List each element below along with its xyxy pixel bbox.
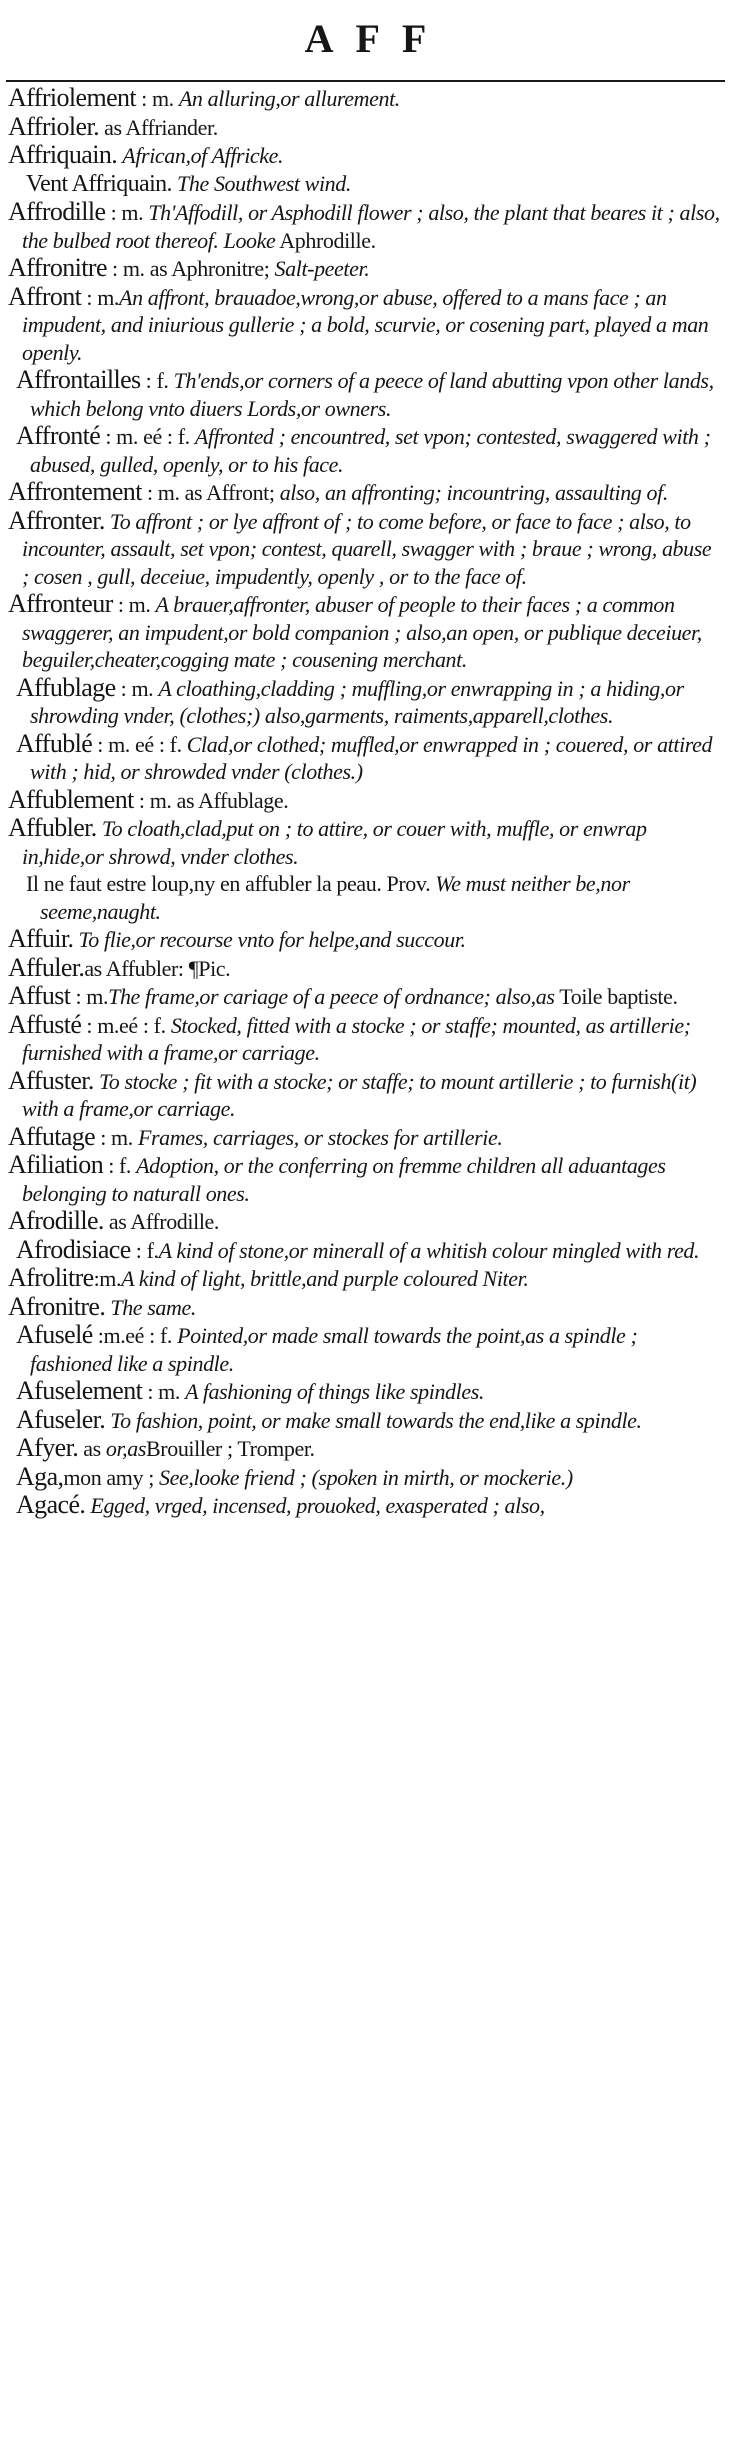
entry-headword: Affronté — [16, 421, 101, 450]
entry-headword: Afuselé — [16, 1320, 93, 1349]
entry-gloss: Pointed,or made small towards the point,as a spindle ; fashioned like a spindle. — [30, 1323, 638, 1376]
entry-gloss: Th'ends,or corners of a peece of land abutting vpon other lands, which belong vnto diuers Lords,or owners. — [30, 368, 714, 421]
dictionary-entry — [0, 422, 731, 478]
entry-headword: Affusté — [8, 1009, 82, 1039]
entry-text: : m. eé : f. — [92, 731, 187, 757]
entry-text: : m. — [142, 1379, 186, 1404]
entry-headword: Affuir. — [8, 924, 74, 953]
entry-headword: Afrodille. — [8, 1206, 104, 1235]
entry-headword: Afuseler. — [16, 1404, 106, 1434]
header-rule — [6, 80, 725, 82]
dictionary-entry — [0, 1491, 731, 1520]
dictionary-entry — [0, 113, 731, 142]
entry-gloss: To cloath,clad,put on ; to attire, or couer with, muffle, or enwrap in,hide,or shrowd, vnder clothes. — [22, 816, 647, 869]
dictionary-entry — [0, 507, 731, 591]
entry-headword: Afronitre. — [8, 1291, 106, 1321]
entry-headword: Affuler. — [8, 952, 85, 982]
dictionary-entry — [0, 283, 731, 367]
dictionary-entry — [0, 982, 731, 1011]
dictionary-entry — [0, 786, 731, 815]
entry-gloss: An affront, brauadoe,wrong,or abuse, offered to a mans face ; an impudent, and iniurious gullerie ; a bold, scurvie, or cosening part, played a man openly. — [22, 284, 709, 365]
entry-text: Aphrodille. — [275, 227, 376, 253]
entry-text: : m. as — [106, 256, 172, 281]
dictionary-entry — [0, 590, 731, 674]
entry-text: Affriander. — [125, 114, 218, 140]
dictionary-entry — [0, 1236, 731, 1265]
entry-gloss: Stocked, fitted with a stocke ; or staffe; mounted, as artillerie; furnished with a frame,or carriage. — [22, 1012, 691, 1065]
entry-text: Il ne faut estre loup,ny en affubler la peau. Prov. — [26, 871, 436, 896]
entry-gloss: An alluring,or allurement. — [178, 86, 400, 111]
entry-headword: Affronteur — [8, 589, 113, 618]
entry-list — [0, 84, 731, 1520]
dictionary-entry — [0, 730, 731, 786]
entry-text: Affront; — [206, 480, 280, 505]
dictionary-entry — [0, 254, 731, 283]
entry-text: : m. — [70, 984, 109, 1009]
entry-text: : m. — [112, 592, 156, 617]
entry-gloss: The Southwest wind. — [177, 170, 351, 196]
entry-gloss: To fashion, point, or make small towards the end,like a spindle. — [110, 1407, 642, 1433]
dictionary-entry — [0, 198, 731, 254]
dictionary-entry — [0, 1151, 731, 1207]
entry-gloss: African,of Affricke. — [122, 143, 284, 168]
entry-gloss: A cloathing,cladding ; muffling,or enwrapping in ; a hiding,or shrowding vnder, (clothes;) also,garments, raiments,apparell,clothes. — [30, 675, 684, 728]
entry-text: : f. — [130, 1237, 159, 1263]
entry-headword: Affriquain. — [8, 140, 118, 169]
entry-text: : m. — [115, 675, 159, 701]
entry-text: : m. — [105, 200, 149, 225]
entry-text: :m.eé : f. — [92, 1323, 178, 1348]
entry-headword: Affriolement — [8, 83, 137, 112]
dictionary-entry — [0, 1207, 731, 1236]
entry-headword: Affronter. — [8, 505, 105, 535]
entry-text: : m. — [81, 284, 120, 310]
dictionary-entry — [0, 870, 731, 925]
entry-text: Toile baptiste. — [554, 984, 678, 1009]
entry-gloss: Egged, vrged, incensed, prouoked, exasperated ; also, — [90, 1493, 545, 1518]
entry-headword: Affublage — [16, 672, 116, 702]
entry-text: as — [84, 955, 106, 981]
entry-text: : m. as — [133, 787, 199, 813]
page-header: AFF — [304, 16, 449, 61]
entry-headword: Affrodille — [8, 197, 106, 226]
entry-text: mon amy ; — [63, 1464, 160, 1490]
entry-text: : f. — [140, 368, 174, 393]
entry-headword: Afrodisiace — [16, 1234, 131, 1264]
entry-gloss: Affronted ; encountred, set vpon; contested, swaggered with ; abused, gulled, openly, or to his face. — [30, 424, 711, 477]
entry-gloss: To affront ; or lye affront of ; to come before, or face to face ; also, to incounter, assault, set vpon; contest, quarell, swagger with ; braue ; wrong, abuse ; cosen , gull, deceiue, impudently, openly , or to the face of. — [22, 508, 712, 589]
dictionary-entry — [0, 925, 731, 954]
entry-text: :m. — [93, 1266, 122, 1291]
entry-headword: Affrioler. — [8, 111, 99, 141]
entry-headword: Affust — [8, 981, 71, 1010]
entry-headword: Affrontailles — [16, 365, 141, 394]
entry-headword: Affublé — [16, 728, 93, 758]
dictionary-entry — [0, 170, 731, 199]
entry-gloss: The same. — [110, 1294, 196, 1320]
dictionary-entry — [0, 1264, 731, 1293]
dictionary-entry — [0, 478, 731, 507]
entry-headword: Afrolitre — [8, 1263, 94, 1292]
entry-text: Affubler: ¶Pic. — [105, 955, 231, 981]
entry-headword: Affubler. — [8, 813, 97, 842]
entry-gloss: To flie,or recourse vnto for helpe,and succour. — [78, 927, 466, 952]
entry-headword: Afyer. — [16, 1433, 79, 1462]
entry-text: Affublage. — [198, 787, 289, 813]
entry-headword: Affublement — [8, 784, 134, 814]
dictionary-entry — [0, 141, 731, 170]
entry-headword: Agacé. — [16, 1490, 86, 1519]
dictionary-entry — [0, 814, 731, 870]
entry-headword: Vent Affriquain. — [26, 170, 172, 197]
entry-text: as — [99, 114, 126, 140]
entry-text: : f. — [103, 1153, 137, 1178]
entry-gloss: We must neither be,nor seeme,naught. — [40, 871, 630, 924]
entry-text: Aphronitre; — [171, 256, 275, 281]
dictionary-entry — [0, 1321, 731, 1377]
entry-gloss: A fashioning of things like spindles. — [185, 1379, 484, 1404]
entry-headword: Affrontement — [8, 477, 142, 506]
dictionary-entry — [0, 84, 731, 113]
entry-headword: Aga, — [16, 1461, 64, 1491]
entry-text: as — [78, 1436, 106, 1461]
entry-gloss: A kind of light, brittle,and purple coloured Niter. — [121, 1266, 529, 1291]
entry-gloss: See,looke friend ; (spoken in mirth, or mockerie.) — [159, 1464, 573, 1490]
entry-text: : m. — [95, 1124, 138, 1150]
dictionary-entry — [0, 1463, 731, 1492]
entry-text: as — [103, 1209, 131, 1234]
entry-text: : m. — [136, 86, 179, 111]
dictionary-entry — [0, 674, 731, 730]
entry-gloss: A brauer,affronter, abuser of people to their faces ; a common swaggerer, an impudent,or bold companion ; also,an open, or publique deceiuer, beguiler,cheater,cogging mate ; cousening merchant. — [22, 592, 702, 672]
dictionary-entry — [0, 1123, 731, 1152]
dictionary-entry — [0, 1377, 731, 1406]
entry-gloss: A kind of stone,or minerall of a whitish colour mingled with red. — [158, 1237, 700, 1263]
entry-text: Tromper. — [237, 1436, 315, 1461]
dictionary-entry — [0, 1406, 731, 1435]
entry-gloss: To stocke ; fit with a stocke; or staffe; to mount artillerie ; to furnish(it) with a frame,or carriage. — [22, 1068, 697, 1121]
entry-gloss: or,as — [105, 1436, 147, 1461]
entry-gloss: Adoption, or the conferring on fremme children all aduantages belonging to naturall ones. — [22, 1153, 666, 1206]
entry-text: : m. as — [141, 480, 207, 505]
entry-headword: Afuselement — [16, 1376, 143, 1405]
entry-gloss: Salt-peeter. — [274, 256, 370, 281]
entry-headword: Affutage — [8, 1121, 96, 1151]
entry-gloss: Th'Affodill, or Asphodill flower ; also, the plant that beares it ; also, the bulbed root thereof. Looke — [22, 200, 720, 253]
entry-gloss: also, an affronting; incountring, assaulting of. — [279, 480, 668, 505]
dictionary-entry — [0, 1293, 731, 1322]
dictionary-entry — [0, 1011, 731, 1067]
entry-gloss: Clad,or clothed; muffled,or enwrapped in ; couered, or attired with ; hid, or shrowded vnder (clothes.) — [30, 731, 713, 784]
dictionary-entry — [0, 366, 731, 422]
entry-gloss: The frame,or cariage of a peece of ordnance; also,as — [108, 984, 555, 1009]
entry-text: Brouiller ; — [146, 1436, 238, 1461]
entry-gloss: Frames, carriages, or stockes for artillerie. — [137, 1124, 503, 1150]
entry-text: Affrodille. — [130, 1209, 219, 1234]
dictionary-entry — [0, 1434, 731, 1463]
entry-text: : m. eé : f. — [100, 424, 195, 449]
entry-text: : m.eé : f. — [81, 1012, 171, 1038]
entry-headword: Afiliation — [8, 1150, 104, 1179]
entry-headword: Affront — [8, 281, 82, 311]
dictionary-entry — [0, 1067, 731, 1123]
entry-headword: Affuster. — [8, 1065, 94, 1095]
dictionary-entry — [0, 954, 731, 983]
entry-headword: Affronitre — [8, 253, 107, 282]
